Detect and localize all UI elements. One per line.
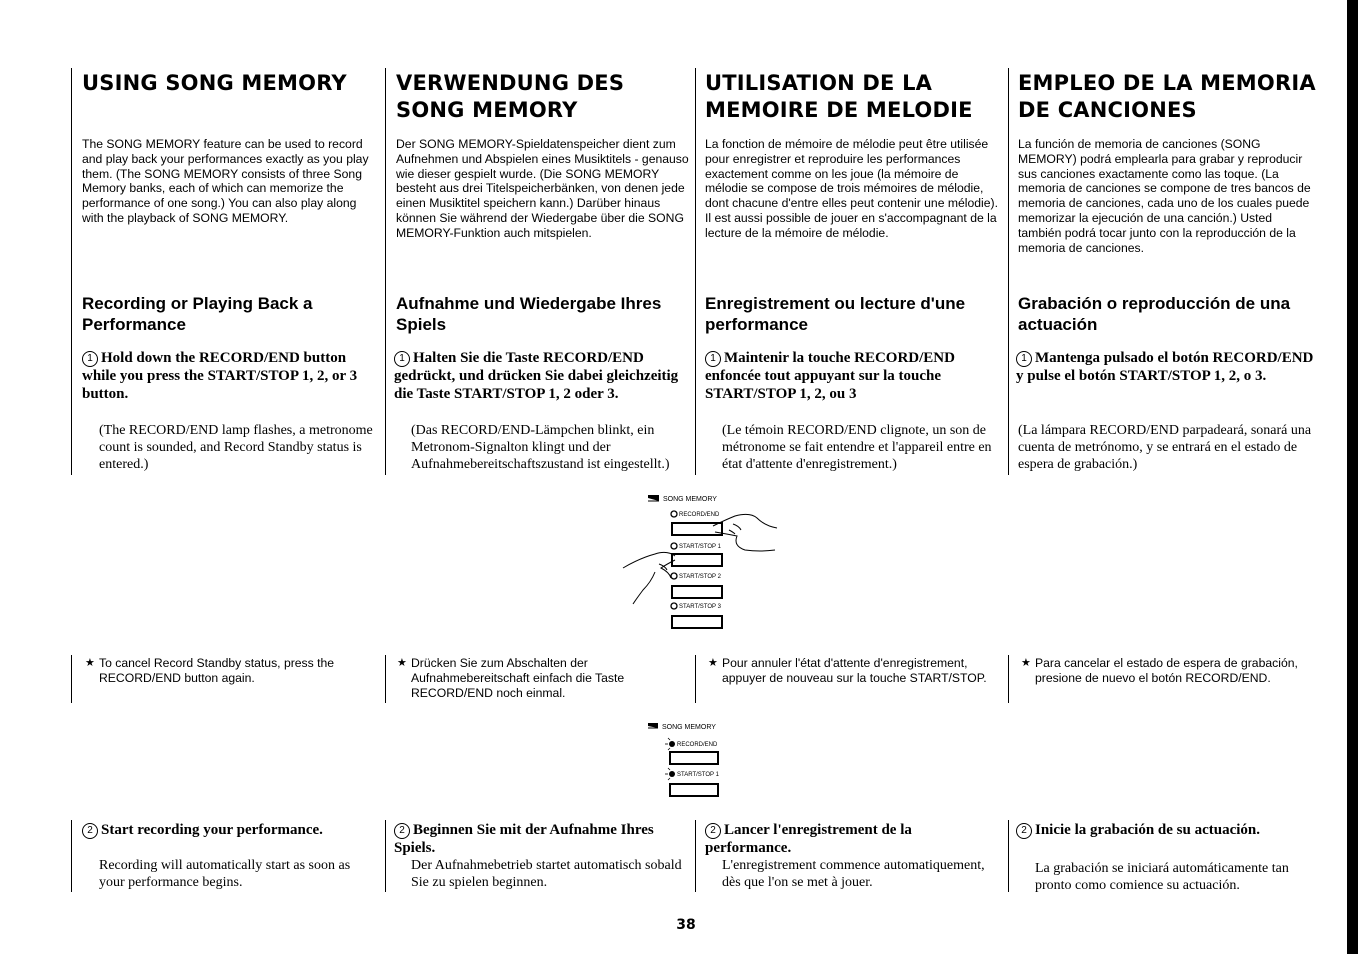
record-lamp-flashing-icon bbox=[665, 738, 675, 750]
star-icon: ★ bbox=[397, 657, 407, 669]
step2-text: Start recording your performance. bbox=[101, 822, 323, 838]
note-text: Drücken Sie zum Abschalten der Aufnahmebereitschaft einfach die Taste RECORD/END noch einmal. bbox=[411, 656, 625, 700]
song-memory-header-icon bbox=[648, 495, 659, 501]
diagram1-ss2-label: START/STOP 2 bbox=[679, 574, 721, 580]
record-lamp-icon bbox=[671, 511, 677, 517]
note-de bbox=[397, 656, 681, 700]
record-end-button bbox=[670, 752, 718, 764]
step-number-badge: 1 bbox=[394, 351, 410, 367]
diagram2-record-label: RECORD/END bbox=[677, 742, 718, 748]
diagram1-record-label: RECORD/END bbox=[679, 512, 720, 518]
step1-es bbox=[1016, 349, 1316, 385]
start-stop-2-button bbox=[672, 586, 722, 598]
rule-col2-step2 bbox=[385, 820, 386, 892]
step1-text: Hold down the RECORD/END button while you press the START/STOP 1, 2, or 3 button. bbox=[82, 350, 358, 402]
rule-col1-note bbox=[71, 655, 72, 703]
rule-col1-step2 bbox=[71, 820, 72, 892]
step-number-badge: 2 bbox=[1016, 823, 1032, 839]
song-memory-panel-diagram-2 bbox=[640, 718, 760, 804]
note-text: To cancel Record Standby status, press the RECORD/END button again. bbox=[99, 656, 335, 685]
step1-de bbox=[394, 349, 690, 403]
step-number-badge: 1 bbox=[1016, 351, 1032, 367]
start-stop-3-lamp-icon bbox=[671, 603, 677, 609]
diagram1-ss3-label: START/STOP 3 bbox=[679, 604, 721, 610]
subtitle-es: Grabación o reproducción de una actuación bbox=[1018, 294, 1291, 334]
song-memory-header-icon bbox=[648, 723, 658, 728]
rule-col4-top bbox=[1008, 68, 1009, 475]
section-title-en: USING SONG MEMORY bbox=[82, 71, 347, 95]
section-title-de: VERWENDUNG DES SONG MEMORY bbox=[396, 71, 625, 122]
step2-body-en: Recording will automatically start as soon as your performance begins. bbox=[99, 858, 351, 890]
step2-text: Inicie la grabación de su actuación. bbox=[1035, 822, 1261, 838]
section-title-fr: UTILISATION DE LA MEMOIRE DE MELODIE bbox=[705, 71, 973, 122]
start-stop-1-lamp-icon bbox=[671, 543, 677, 549]
diagram2-header: SONG MEMORY bbox=[662, 724, 716, 731]
song-memory-panel-diagram-1 bbox=[615, 490, 795, 635]
step2-en bbox=[82, 821, 377, 839]
subtitle-en: Recording or Playing Back a Performance bbox=[82, 294, 313, 334]
step1-text: Maintenir la touche RECORD/END enfoncée tout appuyant sur la touche START/STOP 1, 2, ou 3 bbox=[705, 350, 955, 402]
start-stop-3-button bbox=[672, 616, 722, 628]
subtitle-fr: Enregistrement ou lecture d'une performance bbox=[705, 294, 966, 334]
diagram1-ss1-label: START/STOP 1 bbox=[679, 544, 721, 550]
rule-col3-note bbox=[695, 655, 696, 703]
diagram2-ss1-label: START/STOP 1 bbox=[677, 772, 719, 778]
left-hand-pressing-icon bbox=[623, 552, 675, 604]
diagram1-header: SONG MEMORY bbox=[663, 496, 717, 503]
intro-text-fr: La fonction de mémoire de mélodie peut être utilisée pour enregistrer et reproduire les performances exactement comme on les joue (la mémoire de mélodie se compose de trois mémoires de mélodie, dont chacune d'entre elles peut contenir une mélodie). Il est aussi possible de jouer en s'accompagnant de la lecture de la mémoire de mélodie. bbox=[705, 137, 998, 240]
step-number-badge: 1 bbox=[705, 351, 721, 367]
step1-text: Halten Sie die Taste RECORD/END gedrückt, und drücken Sie dabei gleichzeitig die Taste START/STOP 1, 2 oder 3. bbox=[394, 350, 679, 402]
page-number: 38 bbox=[676, 917, 696, 933]
note-fr bbox=[708, 656, 1004, 686]
section-title-es: EMPLEO DE LA MEMORIA DE CANCIONES bbox=[1018, 71, 1316, 122]
step1-en bbox=[82, 349, 374, 403]
start-stop-lamp-flashing-icon bbox=[665, 768, 675, 780]
subtitle-de: Aufnahme und Wiedergabe Ihres Spiels bbox=[396, 294, 662, 334]
star-icon: ★ bbox=[85, 657, 95, 669]
step1-body-es: (La lámpara RECORD/END parpadeará, sonará una cuenta de metrónomo, y se entrará en el estado de espera de grabación.) bbox=[1018, 423, 1312, 472]
note-es bbox=[1021, 656, 1325, 686]
step-number-badge: 2 bbox=[394, 823, 410, 839]
note-text: Para cancelar el estado de espera de grabación, presione de nuevo el botón RECORD/END. bbox=[1035, 656, 1298, 685]
step-number-badge: 2 bbox=[705, 823, 721, 839]
step2-text: Lancer l'enregistrement de la performance. bbox=[705, 822, 912, 856]
step1-body-en: (The RECORD/END lamp flashes, a metronome count is sounded, and Record Standby status is entered.) bbox=[99, 423, 373, 472]
rule-col3-top bbox=[695, 68, 696, 475]
step2-body-de: Der Aufnahmebetrieb startet automatisch sobald Sie zu spielen beginnen. bbox=[411, 858, 682, 890]
step1-text: Mantenga pulsado el botón RECORD/END y pulse el botón START/STOP 1, 2, o 3. bbox=[1016, 350, 1314, 384]
rule-col4-note bbox=[1008, 655, 1009, 703]
star-icon: ★ bbox=[708, 657, 718, 669]
start-stop-2-lamp-icon bbox=[671, 573, 677, 579]
note-en bbox=[85, 656, 369, 686]
page-edge-bar bbox=[1347, 0, 1358, 954]
start-stop-1-button bbox=[670, 784, 718, 796]
rule-col4-step2 bbox=[1008, 820, 1009, 892]
rule-col1-top bbox=[71, 68, 72, 475]
intro-text-es: La función de memoria de canciones (SONG MEMORY) podrá emplearla para grabar y reproducir sus canciones exactamente como las toque. (La memoria de canciones se compone de tres bancos de memoria de canciones, cada uno de los cuales puede memorizar la ejecución de una canción.) Usted también podrá tocar junto con la reproducción de la memoria de canciones. bbox=[1018, 137, 1311, 255]
intro-text-en: The SONG MEMORY feature can be used to record and play back your performances exactly as you play them. (The SONG MEMORY consists of three Song Memory banks, each of which can memorize the performance of one song.) You can also play along with the playback of SONG MEMORY. bbox=[82, 137, 369, 225]
step2-de bbox=[394, 821, 684, 857]
step-number-badge: 1 bbox=[82, 351, 98, 367]
rule-col2-note bbox=[385, 655, 386, 703]
rule-col3-step2 bbox=[695, 820, 696, 892]
step1-body-de: (Das RECORD/END-Lämpchen blinkt, ein Metronom-Signalton klingt und der Aufnahmebereitschaftszustand ist eingestellt.) bbox=[411, 423, 670, 472]
step1-fr bbox=[705, 349, 1003, 403]
rule-col2-top bbox=[385, 68, 386, 475]
note-text: Pour annuler l'état d'attente d'enregistrement, appuyer de nouveau sur la touche START/STOP. bbox=[722, 656, 987, 685]
intro-text-de: Der SONG MEMORY-Spieldatenspeicher dient zum Aufnehmen und Abspielen eines Musiktitels - genauso wie dieser gespielt wurde. (Die SONG MEMORY besteht aus drei Titelspeicherbänken, von denen jede einen Musiktitel speichern kann.) Darüber hinaus können Sie während der Wiedergabe über die SONG MEMORY-Funktion auch mitspielen. bbox=[396, 137, 689, 240]
step2-es bbox=[1016, 821, 1316, 839]
step2-fr bbox=[705, 821, 995, 857]
start-stop-1-button bbox=[672, 554, 722, 566]
step1-body-fr: (Le témoin RECORD/END clignote, un son de métronome se fait entendre et l'appareil entre en état d'attente d'enregistrement.) bbox=[722, 423, 992, 472]
step2-body-es: La grabación se iniciará automáticamente tan pronto como comience su actuación. bbox=[1035, 861, 1289, 893]
step2-body-fr: L'enregistrement commence automatiquement, dès que l'on se met à jouer. bbox=[722, 858, 985, 890]
star-icon: ★ bbox=[1021, 657, 1031, 669]
step-number-badge: 2 bbox=[82, 823, 98, 839]
step2-text: Beginnen Sie mit der Aufnahme Ihres Spiels. bbox=[394, 822, 654, 856]
